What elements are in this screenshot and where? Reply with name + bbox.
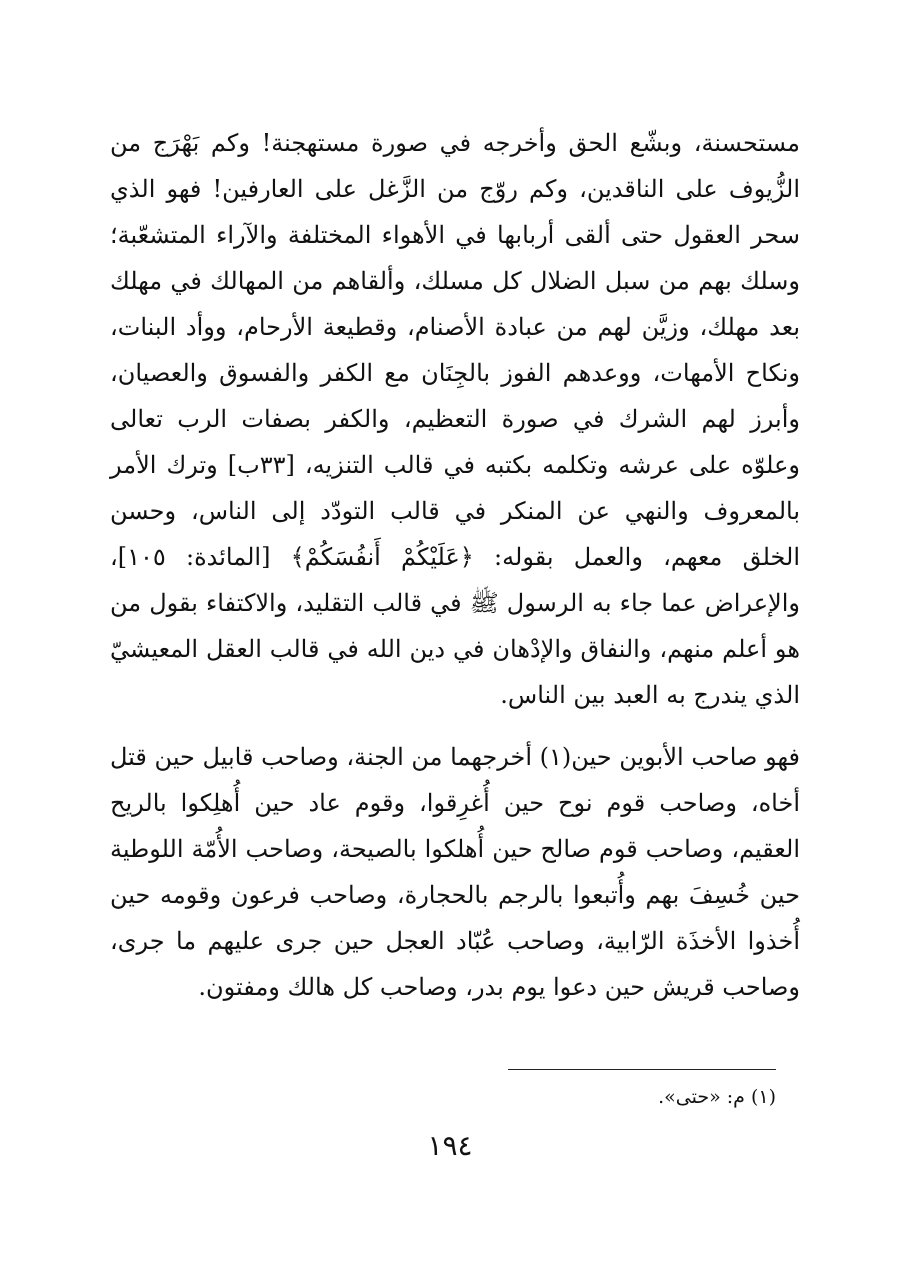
footnote-1: (١) م: «حتى». [658, 1086, 776, 1108]
paragraph-1: مستحسنة، وبشّع الحق وأخرجه في صورة مستهجنة! وكم بَهْرَج من الزُّيوف على الناقدين، وكم روّج من الزَّغل على العارفين! فهو الذي سحر العقول حتى ألقى أربابها في الأهواء المختلفة والآراء المتشعّبة؛ وسلك بهم من سبل الضلال كل مسلك، وألقاهم من المهالك في مهلك بعد مهلك، وزيَّن لهم من عبادة الأصنام، وقطيعة الأرحام، ووأد البنات، ونكاح الأمهات، ووعدهم الفوز بالجِنَان مع الكفر والفسوق والعصيان، وأبرز لهم الشرك في صورة التعظيم، والكفر بصفات الرب تعالى وعلوّه على عرشه وتكلمه بكتبه في قالب التنزيه، [٣٣ب] وترك الأمر بالمعروف والنهي عن المنكر في قالب التودّد إلى الناس، وحسن الخلق معهم، والعمل بقوله: ﴿عَلَيْكُمْ أَنفُسَكُمْ﴾ [المائدة: ١٠٥]، والإعراض عما جاء به الرسول ﷺ في قالب التقليد، والاكتفاء بقول من هو أعلم منهم، والنفاق والإدْهان في دين الله في قالب العقل المعيشيّ الذي يندرج به العبد بين الناس. [110, 129, 800, 709]
page-number: ١٩٤ [427, 1129, 473, 1162]
footnote-separator [508, 1069, 776, 1070]
paragraph-2: فهو صاحب الأبوين حين(١) أخرجهما من الجنة، وصاحب قابيل حين قتل أخاه، وصاحب قوم نوح حين أُغرِقوا، وقوم عاد حين أُهلِكوا بالريح العقيم، وصاحب قوم صالح حين أُهلكوا بالصيحة، وصاحب الأُمّة اللوطية حين خُسِفَ بهم وأُتبعوا بالرجم بالحجارة، وصاحب فرعون وقومه حين أُخذوا الأخذَة الرّابية، وصاحب عُبّاد العجل حين جرى عليهم ما جرى، وصاحب قريش حين دعوا يوم بدر، وصاحب كل هالك ومفتون. [110, 743, 800, 1001]
page-body [110, 120, 800, 1010]
